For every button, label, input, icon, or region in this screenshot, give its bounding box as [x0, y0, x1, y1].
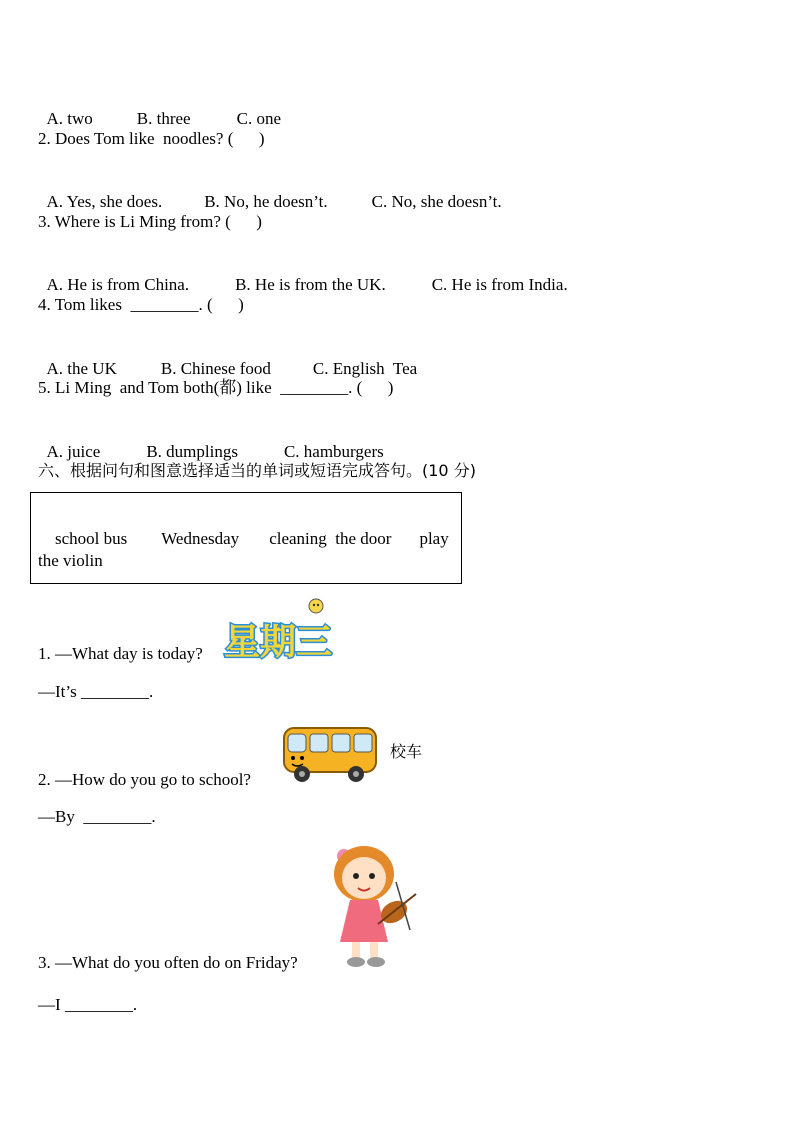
q2-option-b: B. No, he doesn’t. [204, 192, 328, 211]
q4-option-b: B. Chinese food [160, 359, 271, 378]
fill-2-answer: —By ________. [38, 807, 156, 826]
fill-1-answer: —It’s ________. [38, 682, 154, 701]
q4-options [38, 336, 417, 380]
q3-option-b: B. He is from the UK. [235, 275, 386, 294]
section-6-title: 六、根据问句和图意选择适当的单词或短语完成答句。(10 分) [38, 461, 476, 480]
q1-option-b: B. three [136, 109, 191, 128]
q1-option-a: A. two [46, 109, 93, 128]
word-item: play [419, 529, 449, 548]
q2-option-c: C. No, she doesn’t. [371, 192, 502, 211]
q4-option-a: A. the UK [46, 359, 117, 378]
q4-option-c: C. English Tea [312, 359, 418, 378]
q1-options [38, 86, 281, 130]
fill-1-question: 1. —What day is today? [38, 644, 203, 663]
girl-playing-violin-picture [326, 842, 426, 970]
q5-option-a: A. juice [46, 442, 101, 461]
school-bus-label: 校车 [390, 742, 423, 761]
word-box [30, 492, 462, 584]
q5-options [38, 419, 384, 463]
word-box-row-2: the violin [38, 551, 103, 570]
wednesday-picture-text: 星期三 [224, 622, 333, 662]
q5-question: 5. Li Ming and Tom both(都) like ________. ( ) [38, 378, 394, 397]
q5-option-c: C. hamburgers [283, 442, 384, 461]
q2-option-a: A. Yes, she does. [46, 192, 163, 211]
q4-question: 4. Tom likes ________. ( ) [38, 295, 244, 314]
q3-option-a: A. He is from China. [46, 275, 190, 294]
q5-option-b: B. dumplings [146, 442, 238, 461]
q3-option-c: C. He is from India. [431, 275, 568, 294]
wednesday-picture [222, 596, 338, 662]
q3-options [38, 252, 568, 296]
fill-2-question: 2. —How do you go to school? [38, 770, 251, 789]
q3-question: 3. Where is Li Ming from? ( ) [38, 212, 262, 231]
word-item: cleaning the door [269, 529, 392, 548]
word-item: Wednesday [161, 529, 240, 548]
school-bus-picture [280, 722, 380, 784]
word-item: school bus [55, 529, 128, 548]
fill-3-question: 3. —What do you often do on Friday? [38, 953, 298, 972]
q2-options [38, 169, 502, 213]
q2-question: 2. Does Tom like noodles? ( ) [38, 129, 265, 148]
fill-3-answer: —I ________. [38, 995, 138, 1014]
q1-option-c: C. one [236, 109, 281, 128]
